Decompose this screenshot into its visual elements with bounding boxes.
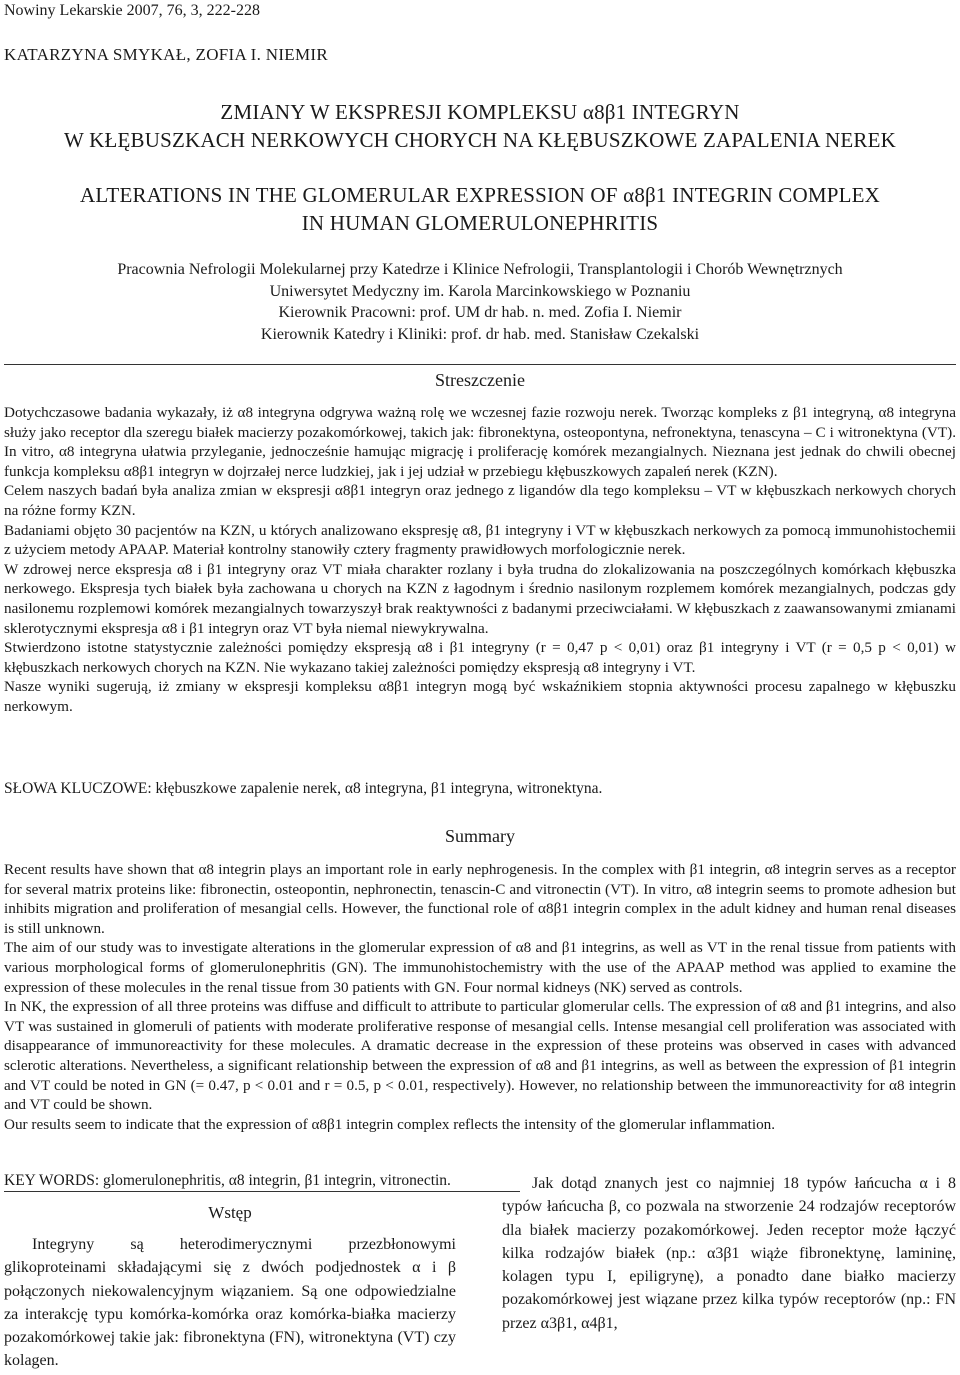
title-english xyxy=(0,181,960,237)
keywords-english: KEY WORDS: glomerulonephritis, α8 integrin, β1 integrin, vitronectin. xyxy=(4,1172,520,1192)
title-polish xyxy=(0,98,960,154)
summary-paragraph: In NK, the expression of all three proteins was diffuse and difficult to attribute to particular glomerular cells. The expression of α8 and β1 integrins, and also VT was sustained in glomeruli of patients with moderate proliferative response of mesangial cells. Intense mesangial cell proliferation was associated with disappearance of immunoreactivity for these molecules. A dramatic decrease in the expression of these proteins was observed in cases with advanced sclerotic alterations. Nevertheless, a significant relationship between the expression of α8 and β1 integrins, as well as between the expression of β1 integrin and VT could be noted in GN (= 0.47, p < 0.01 and r = 0.5, p < 0.01, respectively). However, no relationship between the immunoreactivity for α8 integrin and VT could be shown. xyxy=(4,998,956,1114)
streszczenie-paragraph: Celem naszych badań była analiza zmian w ekspresji α8β1 integryn oraz jednego z ligandów dla tego kompleksu – VT w kłębuszkach nerkowych chorych na różne formy KZN. xyxy=(4,482,956,519)
title-polish-line-1: ZMIANY W EKSPRESJI KOMPLEKSU α8β1 INTEGRYN xyxy=(220,100,740,124)
streszczenie-paragraph: Stwierdzono istotne statystycznie zależności pomiędzy ekspresją α8 i β1 integryny (r = 0,47 p < 0,01) oraz β1 integryny i VT (r = 0,5 p < 0,01) w kłębuszkach nerkowych chorych na KZN. Nie wykazano takiej zależności pomiędzy ekspresją α8 integryny i VT. xyxy=(4,639,956,676)
affiliation-line-3: Kierownik Pracowni: prof. UM dr hab. n. med. Zofia I. Niemir xyxy=(278,304,682,321)
title-english-line-1: ALTERATIONS IN THE GLOMERULAR EXPRESSION OF α8β1 INTEGRIN COMPLEX xyxy=(79,183,881,207)
streszczenie-paragraph: W zdrowej nerce ekspresja α8 i β1 integryny oraz VT miała charakter rozlany i była trudna do zlokalizowania na poszczególnych komórkach kłębuszka nerkowego. Ekspresja tych białek była zachowana u chorych na KZN z łagodnym i średnio nasilonym rozplemem komórek mezangialnych, podczas gdy nasilonemu rozplemowi komórek mezangialnych towarzyszył brak reaktywności z badanymi przeciwciałami. W kłębuszkach z zaawansowanymi zmianami sklerotycznymi ekspresja α8 i β1 integryn oraz VT była niemal niewykrywalna. xyxy=(4,560,956,637)
journal-citation: Nowiny Lekarskie 2007, 76, 3, 222-228 xyxy=(4,2,260,19)
body-left-column xyxy=(4,1233,456,1373)
affiliation-line-2: Uniwersytet Medyczny im. Karola Marcinkowskiego w Poznaniu xyxy=(269,282,691,300)
body-paragraph: Jak dotąd znanych jest co najmniej 18 typów łańcucha α i 8 typów łańcucha β, co pozwala na stworzenie 24 rodzajów receptorów dla białek macierzy pozakomórkowej. Jeden receptor może łączyć kilka rodzajów białek (np.: α3β1 wiąże fibronektynę, lamininę, kolagen typu I, epiligrynę), a ponadto dane białko macierzy pozakomórkowej jest wiązane przez kilka typów receptorów (np.: FN przez α3β1, α4β1, xyxy=(502,1175,956,1332)
title-english-line-2: IN HUMAN GLOMERULONEPHRITIS xyxy=(301,211,659,235)
affiliation-line-4: Kierownik Katedry i Kliniki: prof. dr hab. med. Stanisław Czekalski xyxy=(260,325,700,343)
header-divider xyxy=(4,364,956,365)
summary-paragraph: Recent results have shown that α8 integrin plays an important role in early nephrogenesis. In the complex with β1 integrin, α8 integrin serves as a receptor for several matrix proteins like: fibronectin, osteopontin, nephronectin, tenascin-C and vitronectin (VT). In vitro, α8 integrin seems to promote adhesion but inhibits migration and proliferation of mesangial cells. However, the functional role of α8β1 integrin complex in the adult kidney and human renal diseases is still unknown. xyxy=(4,861,956,937)
title-polish-line-2: W KŁĘBUSZKACH NERKOWYCH CHORYCH NA KŁĘBUSZKOWE ZAPALENIA NEREK xyxy=(64,128,896,152)
streszczenie-paragraph: Dotychczasowe badania wykazały, iż α8 integryna odgrywa ważną rolę we wczesnej fazie rozwoju nerek. Tworząc kompleks z β1 integryną, α8 integryna służy jako receptor dla szeregu białek macierzy pozakomórkowej, takich jak: fibronektyna, osteopontyna, nefronektyna, tenascyna – C i witronektyna (VT). In vitro, α8 integryna ułatwia przyleganie, jednocześnie hamując migrację i proliferację komórek mezangialnych. Nieznana jest jednak do chwili obecnej funkcja kompleksu α8β1 integryn w dojrzałej nerce ludzkiej, jak i jej udział w przebiegu kłębuszkowych zapaleń nerek (KZN). xyxy=(4,404,956,480)
streszczenie-paragraph: Nasze wyniki sugerują, iż zmiany w ekspresji kompleksu α8β1 integryn mogą być wskaźnikiem stopnia aktywności procesu zapalnego w kłębuszku nerkowym. xyxy=(4,678,956,715)
affiliation xyxy=(0,259,960,345)
affiliation-line-1: Pracownia Nefrologii Molekularnej przy Katedrze i Klinice Nefrologii, Transplantologii i Chorób Wewnętrznych xyxy=(117,261,843,278)
keywords-polish: SŁOWA KLUCZOWE: kłębuszkowe zapalenie nerek, α8 integryna, β1 integryna, witronektyna. xyxy=(4,780,603,797)
streszczenie-heading: Streszczenie xyxy=(435,370,525,390)
summary-body xyxy=(4,860,956,1134)
wstep-heading: Wstęp xyxy=(208,1203,252,1222)
summary-heading: Summary xyxy=(445,826,515,846)
summary-paragraph: The aim of our study was to investigate alterations in the glomerular expression of α8 and β1 integrins, as well as VT in the renal tissue from patients with various morphological forms of glomerulonephritis (GN). The immunohistochemistry with the use of the APAAP method was applied to examine the expression of these molecules in the renal tissue from 30 patients with GN. Four normal kidneys (NK) served as controls. xyxy=(4,939,956,996)
streszczenie-paragraph: Badaniami objęto 30 pacjentów na KZN, u których analizowano ekspresję α8, β1 integryny i VT w kłębuszkach nerkowych za pomocą immunohistochemii z użyciem metody APAAP. Materiał kontrolny stanowiły cztery fragmenty prawidłowych morfologicznie nerek. xyxy=(4,521,956,559)
authors: KATARZYNA SMYKAŁ, ZOFIA I. NIEMIR xyxy=(4,45,328,64)
streszczenie-body xyxy=(4,403,956,717)
body-paragraph: Integryny są heterodimerycznymi przezbłonowymi glikoproteinami składającymi się z dwóch podjednostek α i β połączonych niekowalencyjnym wiązaniem. Są one odpowiedzialne za interakcję typu komórka-komórka oraz komórka-białka macierzy pozakomórkowej takie jak: fibronektyna (FN), witronektyna (VT) czy kolagen. xyxy=(4,1236,456,1370)
body-right-column xyxy=(502,1172,956,1335)
summary-paragraph: Our results seem to indicate that the expression of α8β1 integrin complex reflects the intensity of the glomerular inflammation. xyxy=(4,1115,776,1133)
